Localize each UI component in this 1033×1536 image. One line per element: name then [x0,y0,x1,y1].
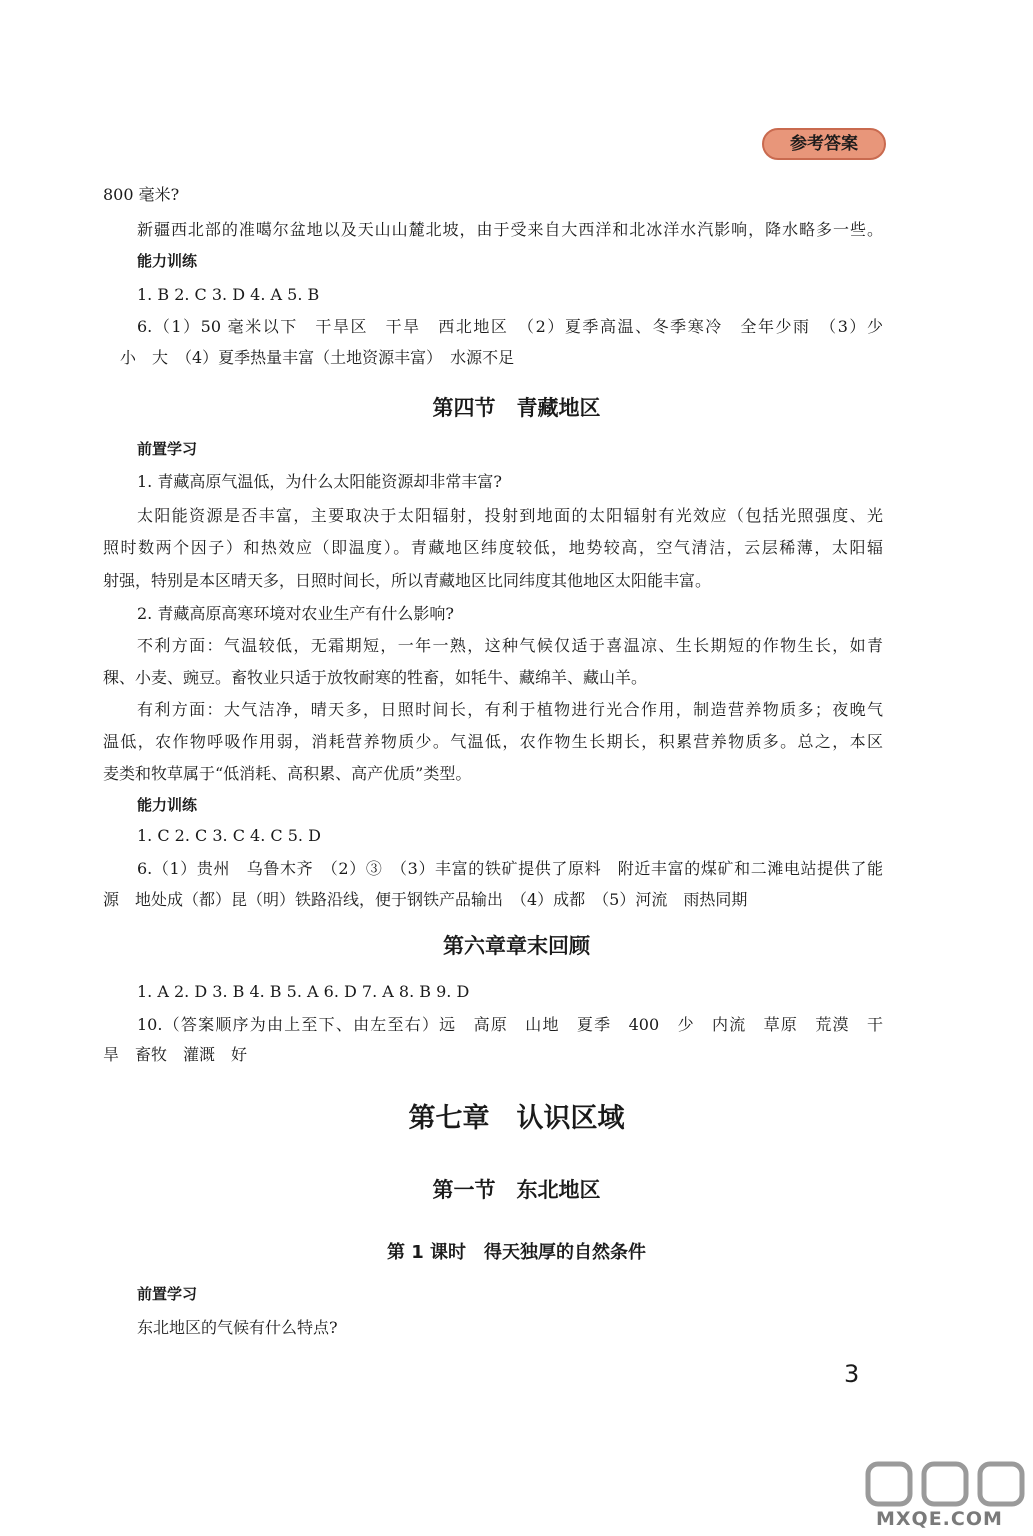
lesson-title: 第 1 课时 得天独厚的自然条件 [386,1242,647,1263]
chapter-title: 第七章 认识区域 [408,1103,625,1134]
answer-line: 1. B 2. C 3. D 4. A 5. B [137,285,320,304]
question-line: 2. 青藏高原高寒环境对农业生产有什么影响? [137,604,454,623]
text-line: 小 大 （4）夏季热量丰富（土地资源丰富） 水源不足 [120,348,515,367]
answer-line: 1. A 2. D 3. B 4. B 5. A 6. D 7. A 8. B 9. D [137,982,470,1001]
answer-line: 1. C 2. C 3. C 4. C 5. D [137,826,321,845]
text-line: 麦类和牧草属于“低消耗、高积累、高产优质”类型。 [103,764,472,783]
text-line: 新疆西北部的准噶尔盆地以及天山山麓北坡，由于受来自大西洋和北冰洋水汽影响，降水略多一些。 [137,220,883,239]
subheading-pre-study: 前置学习 [137,1285,198,1303]
watermark-text: MXQE.COM [876,1508,1003,1530]
text-line: 源 地处成（都）昆（明）铁路沿线，便于钢铁产品输出 （4）成都 （5）河流 雨热同期 [103,890,748,909]
text-line: 太阳能资源是否丰富，主要取决于太阳辐射，投射到地面的太阳辐射有光效应（包括光照强度、光 [137,506,883,525]
text-line: 有利方面：大气洁净，晴天多，日照时间长，有利于植物进行光合作用，制造营养物质多；夜晚气 [137,700,883,719]
reference-answer-badge: 参考答案 [762,128,886,160]
text-line: 6.（1）贵州 乌鲁木齐 （2）③ （3）丰富的铁矿提供了原料 附近丰富的煤矿和二滩电站提供了能 [137,859,883,878]
text-line: 6.（1）50 毫米以下 干旱区 干旱 西北地区 （2）夏季高温、冬季寒冷 全年少雨 （3）少 [137,317,883,336]
chapter-review-title: 第六章章末回顾 [443,934,590,958]
text-line: 稞、小麦、豌豆。畜牧业只适于放牧耐寒的牲畜，如牦牛、藏绵羊、藏山羊。 [103,668,648,687]
subheading-pre-study: 前置学习 [137,440,198,458]
text-line: 温低，农作物呼吸作用弱，消耗营养物质少。气温低，农作物生长期长，积累营养物质多。总之，本区 [103,732,883,751]
text-line: 旱 畜牧 灌溉 好 [103,1045,248,1064]
section-title: 第一节 东北地区 [432,1178,601,1202]
subheading-ability-training: 能力训练 [137,796,198,814]
section-title: 第四节 青藏地区 [432,396,601,420]
text-line: 不利方面：气温较低，无霜期短，一年一熟，这种气候仅适于喜温凉、生长期短的作物生长，如青 [137,636,883,655]
text-line: 800 毫米? [103,185,180,204]
page-number: 3 [844,1360,860,1388]
text-line: 射强，特别是本区晴天多，日照时间长，所以青藏地区比同纬度其他地区太阳能丰富。 [103,571,712,590]
question-line: 1. 青藏高原气温低，为什么太阳能资源却非常丰富? [137,472,502,491]
text-line: 照时数两个因子）和热效应（即温度）。青藏地区纬度较低，地势较高，空气清洁，云层稀薄，太阳辐 [103,538,883,557]
subheading-ability-training: 能力训练 [137,252,198,270]
question-line: 东北地区的气候有什么特点? [137,1318,338,1337]
text-line: 10.（答案顺序为由上至下、由左至右）远 高原 山地 夏季 400 少 内流 草原 荒漠 干 [137,1015,883,1034]
